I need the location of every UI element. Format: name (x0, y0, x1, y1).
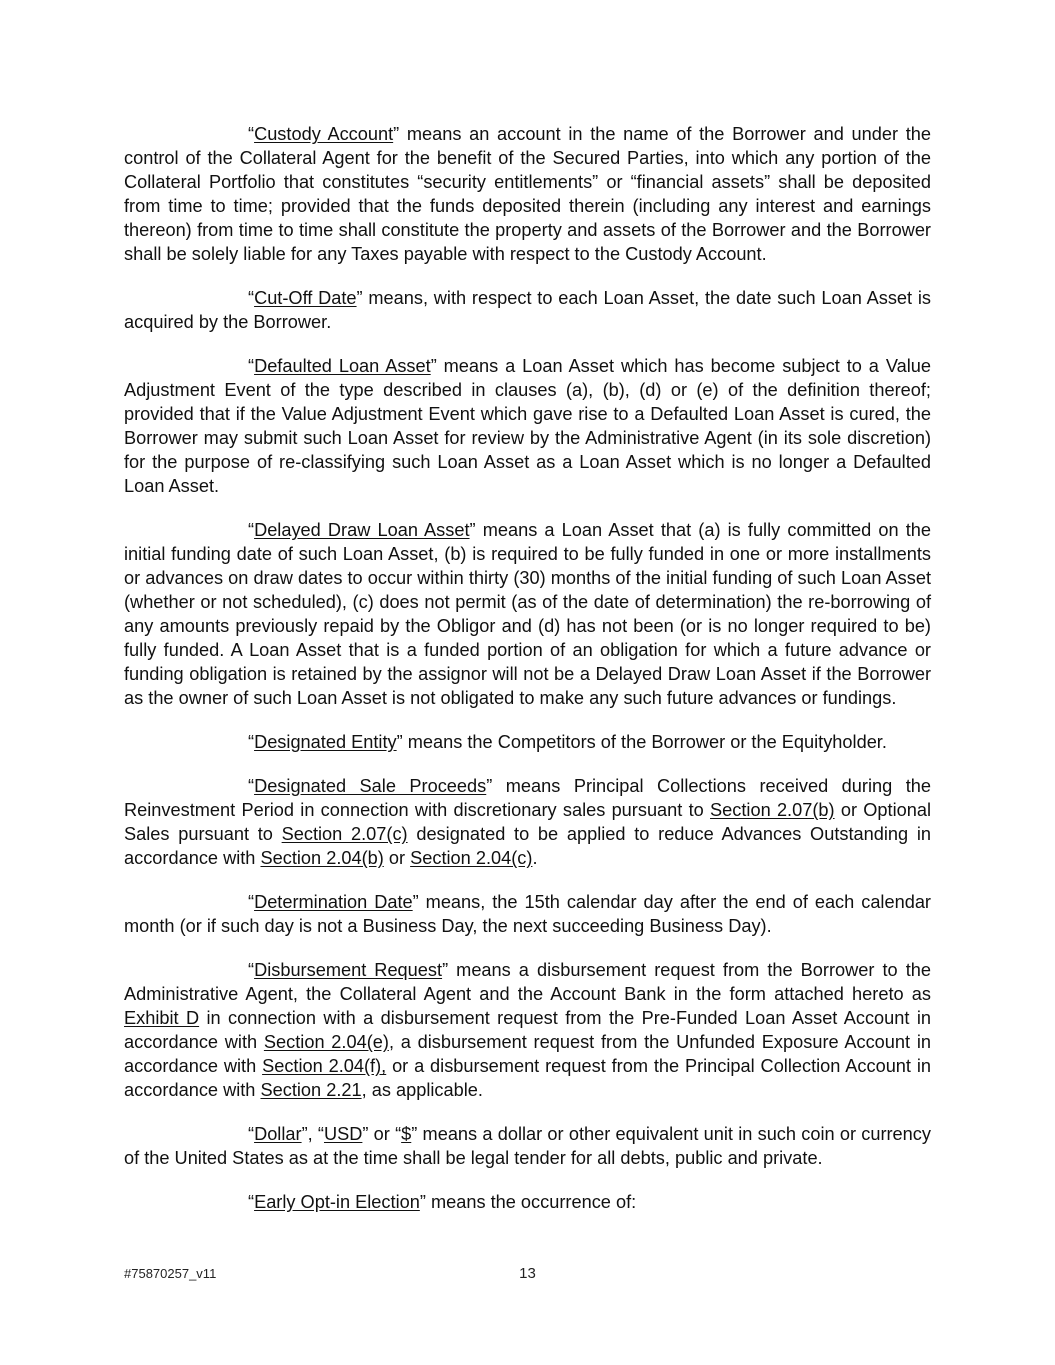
definition-text: or a disbursement request from the Principal Collection Account in accordance with (124, 1056, 931, 1100)
definition-dollar (124, 1122, 931, 1170)
quote-open: “ (248, 520, 255, 540)
definition-text: ” means a disbursement request from the Borrower to the Administrative Agent, the Collateral Agent and the Account Bank in the form attached hereto as (124, 960, 931, 1004)
definition-custody-account (124, 122, 931, 266)
section-reference: Section 2.07(c) (281, 824, 408, 844)
definition-determination-date (124, 890, 931, 938)
quote-open: “ (248, 1124, 255, 1144)
defined-term: Early Opt-in Election (254, 1192, 420, 1212)
definition-text: ” means a Loan Asset that (a) is fully committed on the initial funding date of such Loan Asset, (b) is required to be fully funded in one or more installments or advances on draw dates to occur within thirty (30) months of the initial funding of such Loan Asset (whether or not scheduled), (c) does not permit (as of the date of determination) the re-borrowing of any amounts previously repaid by the Obligor and (d) has not been (or is no longer required to be) fully funded. A Loan Asset that is a funded portion of an obligation for which a future advance or funding obligation is retained by the assignor will not be a Delayed Draw Loan Asset if the Borrower as the owner of such Loan Asset is not obligated to make any such future advances or fundings. (124, 520, 931, 708)
quote-open: “ (248, 892, 255, 912)
quote-open: “ (248, 960, 255, 980)
definition-text: ” means, with respect to each Loan Asset, the date such Loan Asset is acquired by the Borrower. (124, 288, 931, 332)
quote-open: “ (248, 124, 255, 144)
section-reference: Section 2.07(b) (710, 800, 835, 820)
definition-text: ” means the occurrence of: (419, 1192, 637, 1212)
definition-defaulted-loan-asset (124, 354, 931, 498)
defined-term: Cut-Off Date (254, 288, 357, 308)
definition-text: ” means a dollar or other equivalent unit in such coin or currency of the United States as at the time shall be legal tender for all debts, public and private. (124, 1124, 931, 1168)
section-reference: Section 2.04(b) (260, 848, 384, 868)
footer-page-number: 13 (519, 1265, 536, 1282)
defined-term: Dollar (254, 1124, 302, 1144)
defined-term: Designated Sale Proceeds (254, 776, 487, 796)
section-reference: Section 2.04(f), (262, 1056, 387, 1076)
defined-term: USD (323, 1124, 363, 1144)
quote-open: “ (248, 356, 255, 376)
definition-disbursement-request (124, 958, 931, 1102)
section-reference: Section 2.04(c) (410, 848, 533, 868)
footer-document-id: #75870257_v11 (124, 1266, 217, 1281)
definition-text: ” means Principal Collections received during the Reinvestment Period in connection with discretionary sales pursuant to (124, 776, 931, 820)
defined-term: Determination Date (254, 892, 413, 912)
definition-text: in connection with a disbursement request from the Pre-Funded Loan Asset Account in accordance with (124, 1008, 931, 1052)
defined-term: $ (401, 1124, 412, 1144)
definition-designated-entity (124, 730, 931, 754)
definition-text: designated to be applied to reduce Advances Outstanding in accordance with (124, 824, 932, 868)
definition-text: ” means the Competitors of the Borrower or the Equityholder. (396, 732, 887, 752)
exhibit-reference: Exhibit D (124, 1008, 200, 1028)
quote-open: “ (248, 776, 255, 796)
definition-text: ” means a Loan Asset which has become subject to a Value Adjustment Event of the type described in clauses (a), (b), (d) or (e) of the definition thereof; provided that if the Value Adjustment Event which gave rise to a Defaulted Loan Asset is cured, the Borrower may submit such Loan Asset for review by the Administrative Agent (in its sole discretion) for the purpose of re-classifying such Loan Asset as a Loan Asset which is no longer a Defaulted Loan Asset. (124, 356, 932, 496)
defined-term: Custody Account (254, 124, 394, 144)
document-body (124, 122, 931, 1234)
definition-text: , as applicable. (361, 1080, 483, 1100)
definition-text: . (532, 848, 538, 868)
section-reference: Section 2.21 (260, 1080, 362, 1100)
definition-text: ” means, the 15th calendar day after the end of each calendar month (or if such day is not a Business Day, the next succeeding Business Day). (124, 892, 931, 936)
quote-open: “ (248, 288, 255, 308)
definition-text: or (383, 848, 411, 868)
defined-term: Disbursement Request (254, 960, 443, 980)
definition-early-opt-in-election (124, 1190, 931, 1214)
defined-term: Designated Entity (254, 732, 397, 752)
defined-term: Defaulted Loan Asset (254, 356, 431, 376)
definition-delayed-draw-loan-asset (124, 518, 931, 710)
definition-cut-off-date (124, 286, 931, 334)
definition-text: ” or “ (362, 1124, 402, 1144)
definition-designated-sale-proceeds (124, 774, 931, 870)
definition-text: , a disbursement request from the Unfunded Exposure Account in accordance with (124, 1032, 931, 1076)
section-reference: Section 2.04(e) (263, 1032, 389, 1052)
defined-term: Delayed Draw Loan Asset (254, 520, 470, 540)
definition-text: ” means an account in the name of the Borrower and under the control of the Collateral Agent for the benefit of the Secured Parties, into which any portion of the Collateral Portfolio that constitutes “security entitlements” or “financial assets” shall be deposited from time to time; provided that the funds deposited therein (including any interest and earnings thereon) from time to time shall constitute the property and assets of the Borrower and the Borrower shall be solely liable for any Taxes payable with respect to the Custody Account. (124, 124, 931, 264)
quote-open: “ (248, 1192, 255, 1212)
definition-text: ”, “ (301, 1124, 324, 1144)
definition-text: or Optional Sales pursuant to (124, 800, 931, 844)
quote-open: “ (248, 732, 255, 752)
